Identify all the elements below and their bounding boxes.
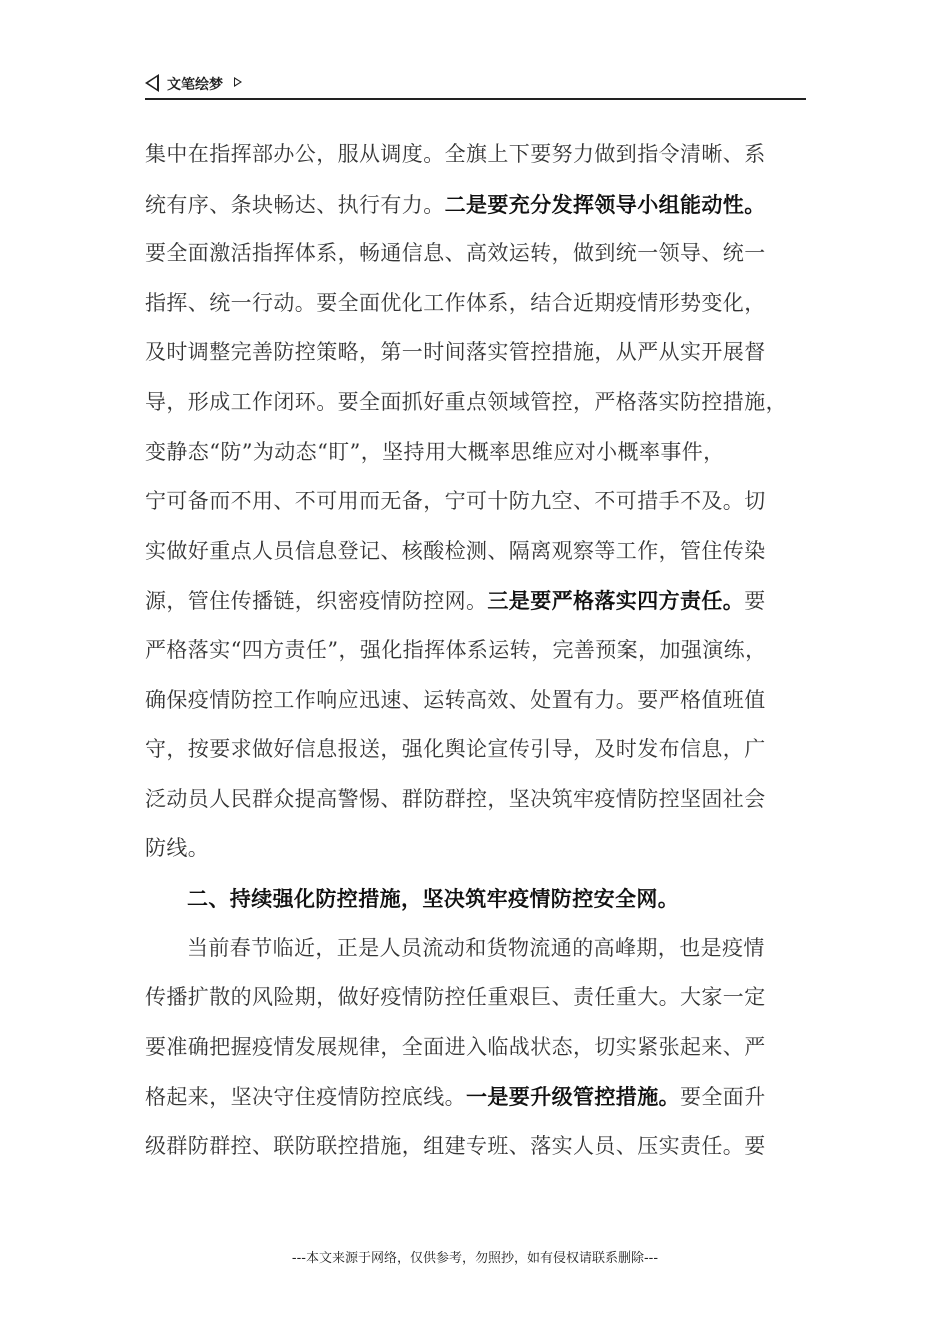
text-line [145, 626, 817, 676]
text-line [145, 924, 817, 974]
text-segment: 源，管住传播链，织密疫情防控网。 [145, 589, 488, 614]
text-segment: 要全面激活指挥体系，畅通信息、高效运转，做到统一领导、统一 [145, 241, 766, 266]
text-line [145, 1072, 817, 1122]
bold-text-segment: 二是要充分发挥领导小组能动性。 [444, 191, 766, 217]
text-line [145, 676, 817, 726]
triangle-right-icon [234, 77, 242, 87]
bold-text-segment: 三是要严格落实四方责任。 [487, 588, 745, 614]
text-line [145, 378, 817, 428]
text-line [145, 775, 817, 825]
text-segment: 要准确把握疫情发展规律，全面进入临战状态，切实紧张起来、严 [145, 1034, 766, 1059]
text-segment: 统有序、条块畅达、执行有力。 [145, 192, 445, 217]
text-segment: 防线。 [145, 836, 210, 861]
text-segment: 守，按要求做好信息报送，强化舆论宣传引导，及时发布信息，广 [145, 737, 766, 762]
text-segment: 泛动员人民群众提高警惕、群防群控，坚决筑牢疫情防控坚固社会 [145, 786, 766, 811]
text-line [145, 725, 817, 775]
text-segment: 变静态“防”为动态“盯”，坚持用大概率思维应对小概率事件， [145, 439, 725, 464]
bold-text-segment: 二、持续强化防控措施，坚决筑牢疫情防控安全网。 [187, 885, 680, 911]
text-line [145, 180, 817, 230]
text-segment: 要 [744, 589, 766, 614]
text-segment: 集中在指挥部办公，服从调度。全旗上下要努力做到指令清晰、系 [145, 142, 766, 166]
text-line [145, 328, 817, 378]
text-segment: 严格落实“四方责任”，强化指挥体系运转，完善预案，加强演练， [145, 637, 767, 662]
text-segment: 宁可备而不用、不可用而无备，宁可十防九空、不可措手不及。切 [145, 489, 766, 514]
footer-disclaimer: ---本文来源于网络，仅供参考，勿照抄，如有侵权请联系删除--- [291, 1251, 659, 1266]
text-line [145, 477, 817, 527]
header-title: 文笔绘梦 [167, 77, 223, 93]
text-segment: 确保疫情防控工作响应迅速、运转高效、处置有力。要严格值班值 [145, 687, 766, 712]
text-line [145, 1122, 817, 1172]
text-line [145, 229, 817, 279]
text-segment: 导，形成工作闭环。要全面抓好重点领域管控，严格落实防控措施， [145, 389, 787, 414]
text-segment: 级群防群控、联防联控措施，组建专班、落实人员、压实责任。要 [145, 1133, 766, 1158]
text-segment: 指挥、统一行动。要全面优化工作体系，结合近期疫情形势变化， [145, 290, 766, 315]
text-segment: 要全面升 [680, 1085, 766, 1110]
text-segment: 当前春节临近，正是人员流动和货物流通的高峰期，也是疫情 [187, 935, 765, 960]
document-body [145, 130, 817, 1171]
text-line [145, 576, 817, 626]
text-segment: 格起来，坚决守住疫情防控底线。 [145, 1085, 466, 1110]
text-line [145, 279, 817, 329]
text-line [145, 527, 817, 577]
triangle-left-icon [145, 74, 159, 92]
text-line [145, 973, 817, 1023]
text-line [145, 874, 817, 924]
text-segment: 实做好重点人员信息登记、核酸检测、隔离观察等工作，管住传染 [145, 538, 766, 563]
text-line [145, 428, 817, 478]
text-line [145, 130, 817, 180]
text-line [145, 1023, 817, 1073]
text-segment: 及时调整完善防控策略，第一时间落实管控措施，从严从实开展督 [145, 340, 766, 365]
page-header [145, 70, 806, 100]
text-line [145, 824, 817, 874]
text-segment: 传播扩散的风险期，做好疫情防控任重艰巨、责任重大。大家一定 [145, 985, 766, 1010]
bold-text-segment: 一是要升级管控措施。 [466, 1084, 680, 1110]
